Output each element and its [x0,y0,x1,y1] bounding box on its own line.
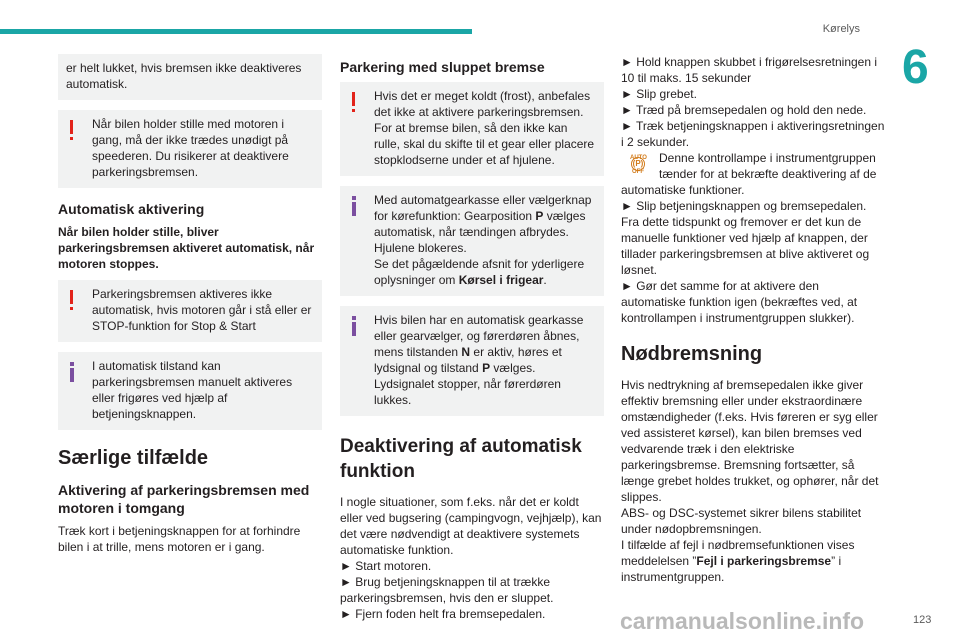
warning-lamp-paragraph [621,150,885,198]
info-text: I automatisk tilstand kan parkeringsbremsen manuelt aktiveres eller frigøres ved hjælp af betjeningsknappen. [92,359,293,421]
info-icon [350,316,358,338]
column-2 [340,54,604,622]
warning-box [58,280,322,342]
section-title: Kørelys [822,23,860,35]
note-box [58,54,322,100]
column-1 [58,54,322,555]
auto-park-off-icon: AUTO (P) OFF [630,155,647,175]
emergency-text: I tilfælde af fejl i nødbremsefunktionen vises meddelelsen ”Fejl i parkeringsbremse” i instrumentgruppen. [621,538,855,584]
info-icon [350,196,358,218]
step-item: ► Slip betjeningsknappen og bremsepedalen. [621,199,867,213]
step-item: ► Start motoren. [340,559,432,573]
column-3 [621,54,885,585]
manual-text: Fra dette tidspunkt og fremover er det kun de manuelle funktioner ved hjælp af knappen, der tillader parkeringsbremsen at blive aktiveret og løsnet. [621,215,870,277]
warning-icon [68,290,76,312]
warning-box [340,82,604,176]
heading-release-parking: Parkering med sluppet bremse [340,59,545,75]
step-item: ► Hold knappen skubbet i frigørelsesretningen i 10 til maks. 15 sekunder [621,55,878,85]
warning-icon [68,120,76,142]
warning-icon [350,92,358,114]
deactivation-text: I nogle situationer, som f.eks. når det er koldt eller ved bugsering (campingvogn, vejhjælp), kan det være nødvendigt at deaktivere systemets automatiske funktion. [340,495,602,557]
watermark: carmanualsonline.info [620,608,865,634]
note-text: er helt lukket, hvis bremsen ikke deaktiveres automatisk. [66,61,302,91]
info-box [340,186,604,296]
step-item: ► Træd på bremsepedalen og hold den nede. [621,103,867,117]
emergency-text: ABS- og DSC-systemet sikrer bilens stabilitet under nødopbremsningen. [621,506,862,536]
step-item: ► Fjern foden helt fra bremsepedalen. [340,607,546,621]
heading-idle-activation: Aktivering af parkeringsbremsen med motoren i tomgang [58,482,310,516]
step-item: ► Slip grebet. [621,87,697,101]
heading-deactivation: Deaktivering af automatisk funktion [340,436,582,482]
warning-text: Parkeringsbremsen aktiveres ikke automatisk, hvis motoren går i stå eller er STOP-funktion for Stop & Start [92,287,312,333]
step-item: ► Gør det samme for at aktivere den automatiske funktion igen (bekræftes ved, at kontrollampen i instrumentgruppen slukker). [621,279,858,325]
info-icon [68,362,76,384]
info-box [58,352,322,430]
info-box [340,306,604,416]
idle-text: Træk kort i betjeningsknappen for at forhindre bilen i at trille, mens motoren er i gang. [58,524,301,554]
step-item: ► Brug betjeningsknappen til at trække parkeringsbremsen, hvis den er sluppet. [340,575,554,605]
heading-emergency-braking: Nødbremsning [621,343,763,365]
page-number: 123 [913,614,932,626]
heading-automatic-activation: Automatisk aktivering [58,201,205,217]
warning-text: Hvis det er meget koldt (frost), anbefales det ikke at aktivere parkeringsbremsen. For at bremse bilen, så den ikke kan rulle, skal du skifte til et gear eller placere stopklodserne under et af hjulene. [374,89,595,167]
heading-special-cases: Særlige tilfælde [58,447,209,469]
lamp-text: Denne kontrollampe i instrumentgruppen tænder for at bekræfte deaktivering af de automatiske funktioner. [621,151,877,197]
chapter-number: 6 [902,41,929,94]
info-text: Med automatgearkasse eller vælgerknap for kørefunktion: Gearposition P vælges automatisk, når tændingen afbrydes. Hjulene blokeres. Se det pågældende afsnit for yderligere oplysninger om Kørsel i frigear. [374,193,592,287]
emergency-text: Hvis nedtrykning af bremsepedalen ikke giver effektiv bremsning eller under ekstraordinære omstændigheder (f.eks. Hvis føreren er syg eller ved assisteret kørsel), kan bilen bremses ved vedvarende træk i den elektriske parkeringsbremse. Bremsning fortsætter, så længe grebet holdes trukket, og ophører, når det slippes. [621,378,879,504]
step-item: ► Træk betjeningsknappen i aktiveringsretningen i 2 sekunder. [621,119,885,149]
info-text: Hvis bilen har en automatisk gearkasse eller gearvælger, og førerdøren åbnes, mens tilstanden N er aktiv, høres et lydsignal og tilstand P vælges. Lydsignalet stopper, når førerdøren lukkes. [374,313,584,407]
warning-box [58,110,322,188]
auto-lead-text: Når bilen holder stille, bliver parkeringsbremsen aktiveret automatisk, når motoren stoppes. [58,225,315,271]
warning-text: Når bilen holder stille med motoren i gang, må der ikke trædes unødigt på speederen. Du risikerer at deaktivere parkeringsbremsen. [92,117,289,179]
header-accent-bar [0,29,472,34]
